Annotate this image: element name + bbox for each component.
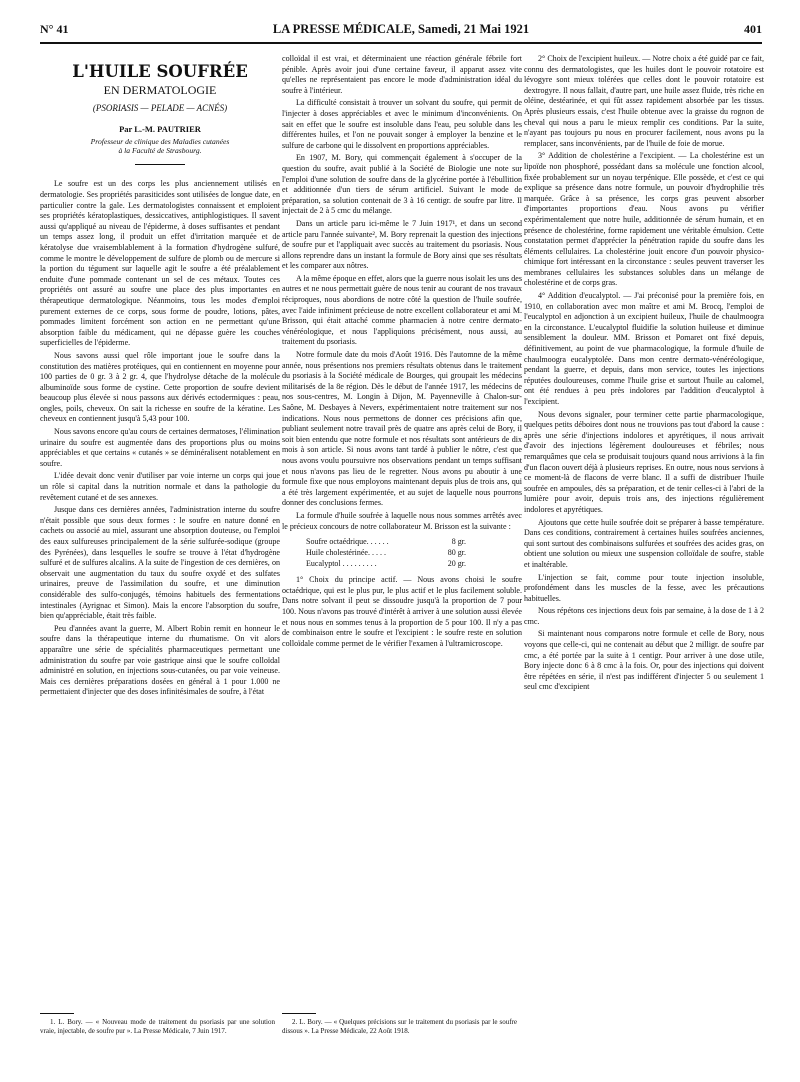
article-title: L'HUILE SOUFRÉE (72, 62, 248, 81)
paragraph: Nous répétons ces injections deux fois par semaine, à la dose de 1 à 2 cmc. (524, 606, 764, 626)
paragraph: En 1907, M. Bory, qui commençait également à s'occuper de la question du soufre, avait publié à la Société de Biologie une note sur l'emploi d'une solution de soufre dans de la glycérine portée à l'ébullition et additionnée d'un tiers de sérum artificiel. Suivant le mode de préparation, sa solution contenait de 3 à 16 centigr. de soufre par litre. Il injectait de 2 à 5 cmc du mélange. (282, 153, 522, 216)
recipe-formula (306, 536, 522, 569)
paragraph: La difficulté consistait à trouver un solvant du soufre, qui permit de l'injecter à doses appréciables et avec le minimum d'inconvénients. On sait en effet que le soufre est insoluble dans l'eau, peu soluble dans les différentes huiles, et l'on ne pouvait songer à employer la benzine et le sulfure de carbone qui le dissolvent en proportions appréciables. (282, 98, 522, 150)
paragraph: 1° Choix du principe actif. — Nous avons choisi le soufre octaédrique, qui est le plus pur, le plus actif et le plus facilement soluble. Dans notre solvant il peut se dissoudre jusqu'à la proportion de 7 pour 100. Nous n'avons pas trouvé d'intérêt à arriver à une solution aussi élevée et nous nous en sommes tenus à la proportion de 5 pour 100. Il n'y a pas de combinaison entre le soufre et l'excipient : le soufre reste en solution colloïdale comme permet de le vérifier l'examen à l'ultramicroscope. (282, 575, 522, 648)
recipe-line: Eucalyptol . . . . . . . . . 20 gr. (306, 559, 466, 569)
footnote-rule (282, 1013, 316, 1014)
paragraph: colloïdal il est vrai, et déterminaient une réaction générale fébrile fort pénible. Après avoir joui d'une certaine faveur, il apparut assez vite qu'elles ne représentaient pas encore le mode d'administration idéal du soufre à l'intérieur. (282, 54, 522, 95)
paragraph: Peu d'années avant la guerre, M. Albert Robin remit en honneur le soufre dans la thérapeutique interne du rhumatisme. On vit alors apparaître une série de spécialités pharmaceutiques permettant une administration du soufre par voie gastrique ainsi que le soufre colloïdal administré en solution, en injections sous-cutanées, ou par voie veineuse. Mais ces dernières préparations dosées en général à 1 pour 1.000 ne permettaient d'injecter que des doses infinitésimales de soufre, à l'état (40, 623, 280, 697)
footnote-2: 2. L. Bory. — « Quelques précisions sur le traitement du psoriasis par le soufre dissous ». La Presse Médicale, 22 Août 1918. (282, 1018, 517, 1035)
recipe-line: Soufre octaédrique. . . . . . 8 gr. (306, 537, 466, 547)
journal-title: LA PRESSE MÉDICALE, Samedi, 21 Mai 1921 (272, 22, 530, 36)
article-subtitle: EN DERMATOLOGIE (103, 83, 217, 97)
paragraph: Notre formule date du mois d'Août 1916. Dès l'automne de la même année, nous présentions nos premiers résultats obtenus dans le traitement du psoriasis à la Société médicale de Bourges, qui groupait les médecins militarisés de la 8e région. Dès le début de l'année 1917, les médecins de nos sous-centres, M. Longin à Dijon, M. Payenneville à Chalon-sur-Saône, M. Desbayes à Nevers, expérimentaient notre traitement sur nos indications. Nous nous permettons de donner ces précisions afin que, publiant seulement notre travail près de quatre ans après celui de Bory, il soit bien entendu que notre formule et nos résultats sont antérieurs de dix mois à son article. Si nous avons tant tardé à publier le nôtre, c'est que nous avons voulu poursuivre nos observations pendant un temps suffisant et nous n'avons pas lieu de le regretter. Nous avons pu aboutir à une formule fixe que nous employons maintenant depuis plus de trois ans, qui a été très largement expérimentée, et au sujet de laquelle nous pourrons donner des conclusions fermes. (282, 350, 522, 508)
paragraph: 2° Choix de l'excipient huileux. — Notre choix a été guidé par ce fait, connu des dermatologistes, que les huiles dont le pouvoir rotatoire est lévogyre sont mieux tolérées que celles dont le pouvoir rotatoire est dextrogyre. Il nous fallait, d'autre part, une huile assez fluide, très riche en oléine, destéarinée, et qui fût assez rapidement absorbée par les tissus. Après plusieurs essais, c'est l'huile obtenue avec la graisse du rognon de cheval qui nous a paru le mieux remplir ces conditions. Par la suite, n'ayant pas toujours pu nous en procurer facilement, nous avons pu la remplacer, sans inconvénients, par de l'huile de foie de morue. (524, 54, 764, 148)
paragraph: Nous devons signaler, pour terminer cette partie pharmacologique, quelques petits déboires dont nous ne trouvions pas tout d'abord la cause : après une série d'injections indolores et apyrétiques, il nous arrivait d'avoir des injections légèrement douloureuses et fébriles; nous remarquâmes que cela se produisait toujours quand nous arrivions à la fin d'un flacon ouvert déjà à plusieurs reprises. En outre, nous nous servions à ce moment-là de flacons de verre blanc. Il a suffi de distribuer l'huile soufrée en ampoules, dès sa préparation, et de tenir celles-ci à l'abri de la lumière pour avoir, depuis trois ans, des injections régulièrement indolores et apyrétiques. (524, 409, 764, 514)
author-affiliation-2: à la Faculté de Strasbourg. (118, 146, 202, 155)
paragraph: Nous savons aussi quel rôle important joue le soufre dans la constitution des matières protéiques, qui en contiennent en moyenne pour 100 parties de 0 gr. 3 à 2 gr. 4, que l'hydrolyse détache de la molécule albuminoïde sous forme de cystine. Cette proportion de soufre devient beaucoup plus élevée si nous passons aux dérivés ectodermiques : peau, ongles, poils, cheveux. On sait la richesse en soufre de la kératine. Les cheveux en contiennent jusqu'à 5,43 pour 100. (40, 350, 280, 424)
column-3 (524, 54, 764, 695)
paragraph: Dans un article paru ici-même le 7 Juin 1917¹, et dans un second article paru l'année suivante², M. Bory reprenait la question des injections de soufre pur et l'appliquait avec succès au traitement du psoriasis. Nous allons reprendre dans un instant la formule de Bory ainsi que ses résultats et les comparer aux nôtres. (282, 218, 522, 271)
column-2 (282, 54, 522, 651)
paragraph: 4° Addition d'eucalyptol. — J'ai préconisé pour la première fois, en 1910, en collaboration avec mon maître et ami M. Brocq, l'emploi de l'eucalyptol en adjonction à un excipient huileux, l'huile de chaulmoogra en la circonstance. L'eucalyptol fluidifie la solution huileuse et diminue sensiblement la douleur. MM. Brisson et Pomaret ont fixé depuis, définitivement, au point de vue pharmacologique, la formule d'huile de chaulmoogra eucalyptolée. Dans mon centre dermato-vénéréologique, pendant la guerre, et depuis, dans mon service, toutes les injections réputées douloureuses, comme l'huile grise et surtout l'huile au calomel, ont été rendues à peu près indolores par l'addition d'eucalyptol à l'excipient. (524, 291, 764, 406)
footnote-rule (40, 1013, 74, 1014)
paragraph: Nous savons encore qu'au cours de certaines dermatoses, l'élimination urinaire du soufre est augmentée dans des proportions plus ou moins appréciables et que certains « cutanés » se déminéralisent notablement en soufre. (40, 427, 280, 468)
paragraph: L'idée devait donc venir d'utiliser par voie interne un corps qui joue un rôle si capital dans la nutrition normale et dans la pathologie du revêtement cutané et de ses annexes. (40, 471, 280, 502)
paragraph: Jusque dans ces dernières années, l'administration interne du soufre n'était possible que sous deux formes : le soufre en nature donné en cachets ou associé au miel, assurant une absorption douteuse, ou l'emploi des eaux sulfureuses principalement de la série sulfurée-sodique (groupe des Pyrénées), dans lesquelles le soufre se trouve à l'état d'hydrogène sulfuré et de sulfures alcalins. A la suite de l'ingestion de ces dernières, on observait une augmentation du taux du soufre oxydé et des sulfates urinaires, preuve de l'assimilation du soufre, et une diminution considérable des sulfo-conjugés, témoins habituels des fermentations intestinales (Ayrignac et Simon). Mais la encore l'absorption du soufre, bien qu'appréciable, était très faible. (40, 505, 280, 621)
article-author: Par L.-M. PAUTRIER (119, 124, 201, 134)
issue-number: N° 41 (40, 22, 69, 36)
author-affiliation-1: Professeur de clinique des Maladies cutanées (90, 136, 230, 146)
page-number: 401 (744, 22, 762, 36)
paragraph: 3° Addition de cholestérine a l'excipient. — La cholestérine est un lipoïde non phosphoré, possédant dans sa molécule une fonction alcool, fixée probablement sur un noyau terpénique. Elle possède, et c'est ce qui explique sa présence dans notre formule, un pouvoir d'hydrophilie très marquée. Grâce à sa présence, les corps gras peuvent absorber d'importantes proportions d'eau. Nous avons pu vérifier expérimentalement que notre huile, additionnée de sérum humain, et en présence de cholestérine, forme rapidement une véritable émulsion. Cette constatation permet d'apprécier la pénétration rapide du soufre dans les éléments cellulaires. La cholestérine jouit encore d'un pouvoir physico-chimique fort intéressant en la circonstance : seules peuvent traverser les membranes cellulaires les substances solubles dans un mélange de cholestérine et de corps gras. (524, 151, 764, 288)
column-1 (40, 54, 280, 700)
paragraph: Ajoutons que cette huile soufrée doit se préparer à basse température. Dans ces conditions, contrairement à certaines huiles soufrées anciennes, qui sont surtout des combinaisons sulfurées et soufrées des acides gras, on obtient une solution ou mieux une suspension colloïdale de soufre, stable et inaltérable. (524, 517, 764, 569)
paragraph: Si maintenant nous comparons notre formule et celle de Bory, nous voyons que celle-ci, qui ne contenait au début que 2 milligr. de soufre par cmc, a été portée par la suite à 1 centigr. Pour arriver à une dose utile, Bory injecte donc 6 à 8 cmc à la fois. Or, pour des injections qui doivent être répétées en série, il n'est pas indifférent d'injecter 5 ou seulement 1 seul cmc d'excipient (524, 629, 764, 692)
paragraph: L'injection se fait, comme pour toute injection insoluble, profondément dans les muscles de la fesse, avec les précautions habituelles. (524, 572, 764, 603)
paragraph: La formule d'huile soufrée à laquelle nous nous sommes arrêtés avec le précieux concours de notre collaborateur M. Brisson est la suivante : (282, 510, 522, 531)
recipe-line: Huile cholestérinée. . . . . 80 gr. (306, 548, 466, 558)
paragraph: A la même époque en effet, alors que la guerre nous isolait les uns des autres et ne nous permettait guère de nous tenir au courant de nos travaux réciproques, nous abordions de notre côté la question de l'huile soufrée, avec l'aide infiniment précieuse de notre excellent collaborateur et ami M. Brisson, qui était attaché comme pharmacien à notre centre dermato-vénéréologique, et nous l'appliquions précisément, nous aussi, au traitement du psoriasis. (282, 273, 522, 347)
paragraph: Le soufre est un des corps les plus anciennement utilisés en dermatologie. Ses propriétés parasiticides sont utilisées de longue date, en particulier contre la gale. Les dermatologistes connaissent et emploient ses propriétés kératoplastiques, dessiccatives, antiphlogistiques. Il savent aussi qu'appliqué au niveau de l'épiderme, à doses suffisantes et pendant un temps assez long, il produit un effet d'irritation marquée et de kératolyse due vraisemblablement à la formation d'hydrogène sulfuré, comme le montre le développement de sulfure de plomb ou de mercure si la portion du tégument sur laquelle agit le soufre a été préalablement enduite d'une pommade contenant un sel de ces métaux. Toutes ces propriétés ont assuré au soufre une place des plus importantes en thérapeutique dermatologique. Néanmoins, tous les modes d'emploi purement externes de ce corps, sous forme de poudre, lotions, pâtes, pommades limitent forcément son action en ne permettant qu'une absorption faible du médicament, qui ne dépasse guère les couches superficielles de l'épiderme. (40, 179, 280, 348)
page-header (40, 22, 762, 44)
article-tagline: (PSORIASIS — PELADE — ACNÉS) (92, 103, 228, 113)
footnote-1: 1. L. Bory. — « Nouveau mode de traitement du psoriasis par une solution vraie, injectable, de soufre pur ». La Presse Médicale, 7 Juin 1917. (40, 1018, 275, 1035)
title-divider (135, 164, 185, 165)
